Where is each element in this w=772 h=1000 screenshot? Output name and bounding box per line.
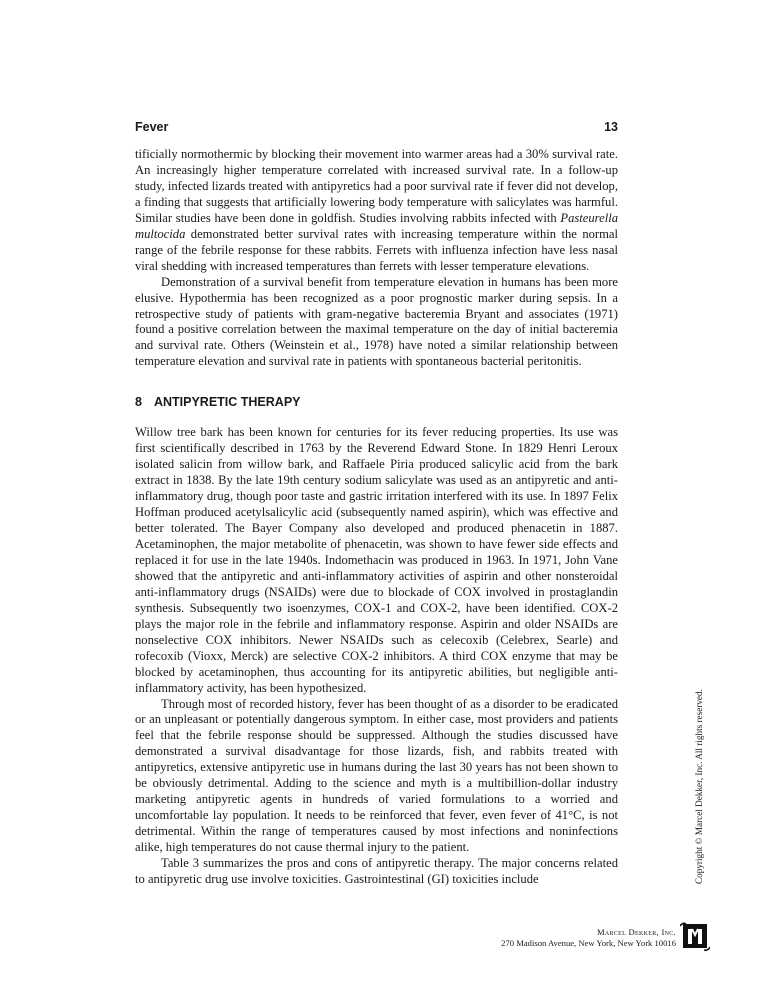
page-number: 13 bbox=[604, 120, 618, 134]
running-title: Fever bbox=[135, 120, 169, 134]
section-title: ANTIPYRETIC THERAPY bbox=[153, 395, 301, 410]
page-body bbox=[135, 147, 618, 888]
marcel-dekker-logo-icon bbox=[680, 920, 710, 952]
paragraph: Table 3 summarizes the pros and cons of antipyretic therapy. The major concerns related to antipyretic drug use involve toxicities. Gastrointestinal (GI) toxicities include bbox=[135, 856, 618, 886]
paragraph bbox=[135, 147, 618, 275]
paragraph: Through most of recorded history, fever has been thought of as a disorder to be eradicated or an unpleasant or potentially dangerous symptom. In either case, most providers and patients feel that the febrile response should be suppressed. Although the studies discussed have demonstrated a survival disadvantage for those lizards, fish, and rabbits treated with antipyretics, extensive antipyretic use in humans during the last 30 years has not been shown to be obviously detrimental. Adding to the science and myth is a multibillion-dollar industry marketing antipyretic agents in hundreds of varied formulations to a worried and uncomfortable lay population. It needs to be reinforced that fever, even fever of 41°C, is not detrimental. Within the range of temperatures caused by most infections and noninfections alike, high temperatures do not cause thermal injury to the patient. bbox=[135, 696, 618, 855]
publisher-info bbox=[501, 927, 676, 949]
text-span: tificially normothermic by blocking their movement into warmer areas had a 30% survival rate. An increasingly higher temperature correlated with increased survival rate. In a follow-up study, infected lizards treated with antipyretics had a poor survival rate if fever did not develop, a finding that suggests that artificially lowering body temperature with salicylates was harmful. Similar studies have been done in goldfish. Studies involving rabbits infected with bbox=[135, 147, 618, 225]
paragraph: Demonstration of a survival benefit from temperature elevation in humans has been more elusive. Hypothermia has been recognized as a poor prognostic marker during sepsis. In a retrospective study of patients with gram-negative bacteremia Bryant and associates (1971) found a positive correlation between the maximal temperature on the day of initial bacteremia and survival rate. Others (Weinstein et al., 1978) have noted a similar relationship between temperature elevation and survival rate in patients with spontaneous bacterial peritonitis. bbox=[135, 274, 618, 369]
copyright-notice: Copyright © Marcel Dekker, Inc. All rights reserved. bbox=[694, 689, 704, 884]
text-span: demonstrated better survival rates with increasing temperature within the normal range of the febrile response for these rabbits. Ferrets with influenza infection have less nasal viral shedding with increased temperatures than ferrets with lesser temperature elevations. bbox=[135, 226, 618, 273]
publisher-name: Marcel Dekker, Inc. bbox=[596, 927, 676, 937]
section-number: 8 bbox=[135, 395, 142, 410]
paragraph: Willow tree bark has been known for centuries for its fever reducing properties. Its use was first scientifically described in 1763 by the Reverend Edward Stone. In 1829 Henri Leroux isolated salicin from willow bark, and Raffaele Piria produced salicylic acid from the bark extract in 1838. By the late 19th century sodium salicylate was used as an antipyretic and anti-inflammatory drug, though poor taste and gastric irritation interfered with its use. In 1897 Felix Hoffman produced acetylsalicylic acid (subsequently named aspirin), which was effective and better tolerated. The Bayer Company also developed and produced phenacetin in 1887. Acetaminophen, the major metabolite of phenacetin, was shown to have fewer side effects and replaced it for use in the late 1940s. Indomethacin was produced in 1963. In 1971, John Vane showed that the antipyretic and anti-inflammatory activities of aspirin and other nonsteroidal anti-inflammatory drugs (NSAIDs) were due to blockade of COX involved in prostaglandin synthesis. Subsequently two isoenzymes, COX-1 and COX-2, have been identified. COX-2 plays the major role in the febrile and inflammatory response. Aspirin and older NSAIDs are nonselective COX inhibitors. Newer NSAIDs such as celecoxib (Celebrex, Searle) and rofecoxib (Vioxx, Merck) are selective COX-2 inhibitors. A third COX enzyme that may be blocked by acetaminophen, thus accounting for its antipyretic abilities, but negligible anti-inflammatory activity, has been hypothesized. bbox=[135, 425, 618, 695]
publisher-address: 270 Madison Avenue, New York, New York 10016 bbox=[501, 938, 676, 948]
species-name: Pasteurella multocida bbox=[135, 210, 618, 241]
section-heading bbox=[135, 395, 618, 411]
